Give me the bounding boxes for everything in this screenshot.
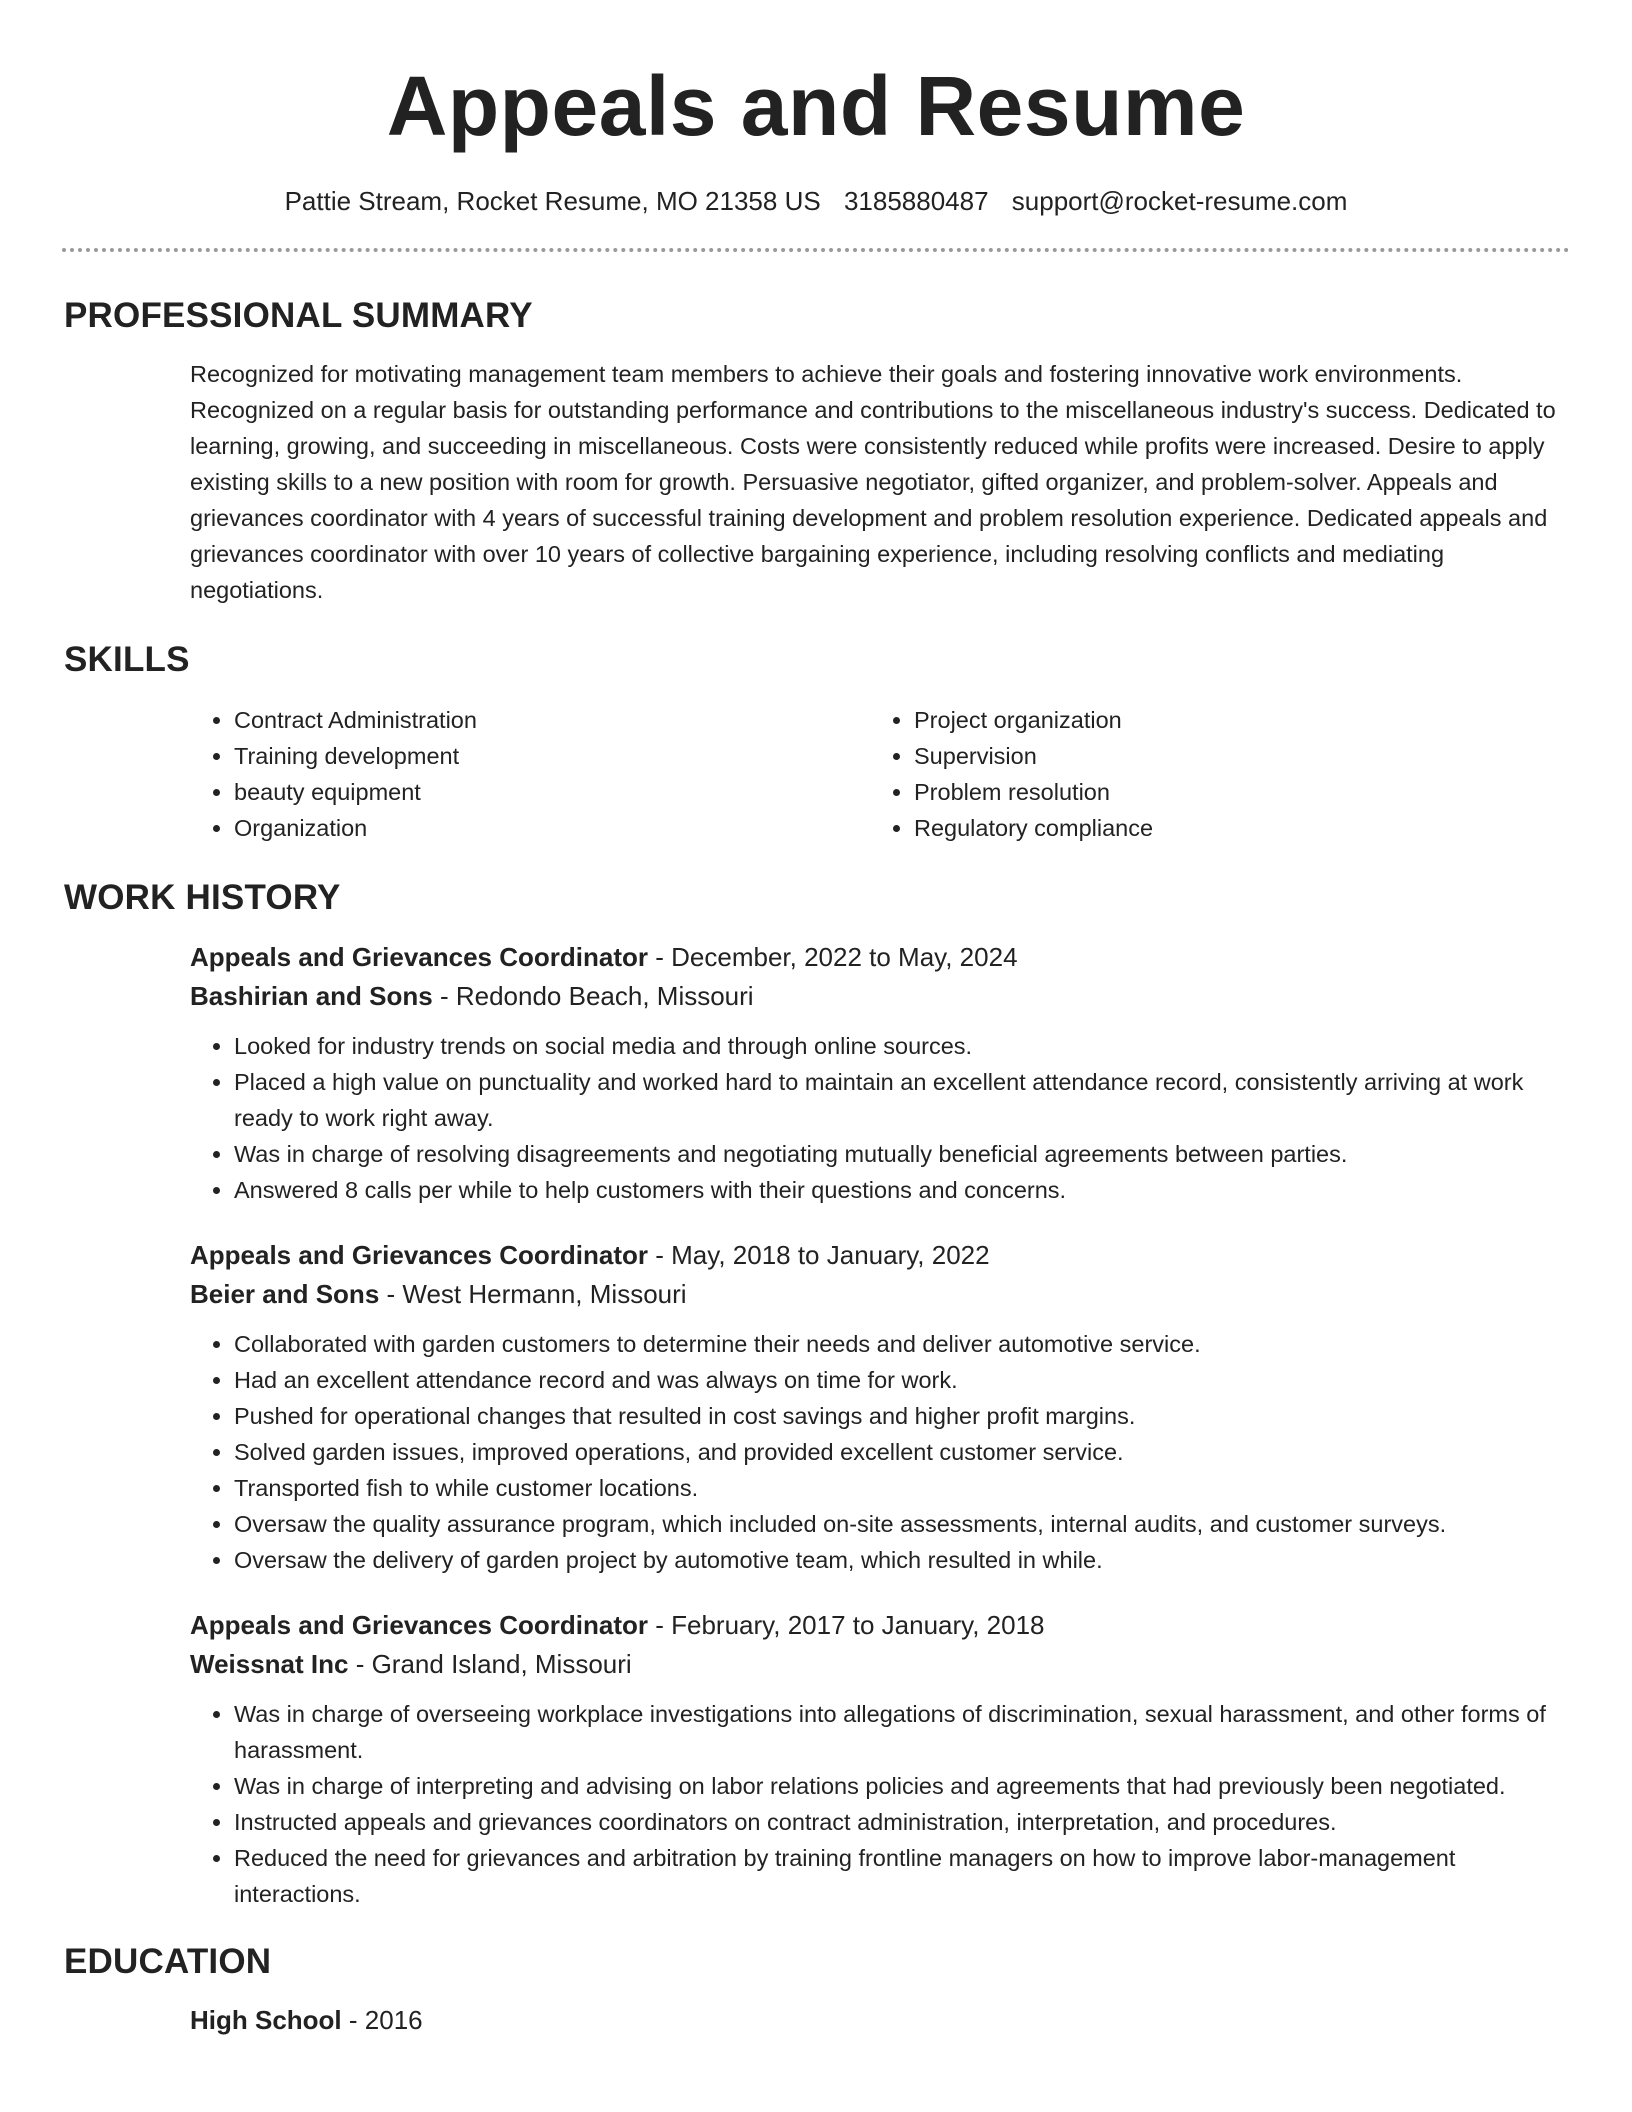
- job-entry: [190, 1606, 1570, 1912]
- contact-phone: 3185880487: [843, 186, 989, 216]
- job-entry: [190, 938, 1570, 1208]
- skills-section: [64, 638, 1570, 846]
- job-company-line: [190, 976, 1570, 1016]
- header-divider: [62, 248, 1570, 252]
- contact-address: Pattie Stream, Rocket Resume, MO 21358 US: [284, 186, 821, 216]
- job-bullet: • Pushed for operational changes that resulted in cost savings and higher profit margins.: [234, 1398, 1570, 1434]
- job-bullet: • Had an excellent attendance record and was always on time for work.: [234, 1362, 1570, 1398]
- skill-item: • Problem resolution: [914, 774, 1470, 810]
- job-bullet: • Instructed appeals and grievances coordinators on contract administration, interpretation, and procedures.: [234, 1804, 1570, 1840]
- skill-item: • Regulatory compliance: [914, 810, 1470, 846]
- job-title: Appeals and Grievances Coordinator: [190, 1240, 649, 1270]
- skill-item: • Supervision: [914, 738, 1470, 774]
- skill-item: • Training development: [234, 738, 870, 774]
- summary-heading: PROFESSIONAL SUMMARY: [64, 296, 533, 335]
- skills-list-right: [870, 702, 1470, 846]
- skill-item: • Contract Administration: [234, 702, 870, 738]
- job-bullets: [190, 1326, 1570, 1578]
- job-bullets: [190, 1696, 1570, 1912]
- job-dates: - May, 2018 to January, 2022: [655, 1240, 990, 1270]
- job-bullet: • Was in charge of interpreting and advising on labor relations policies and agreements that had previously been negotiated.: [234, 1768, 1570, 1804]
- job-company-line: [190, 1644, 1570, 1684]
- summary-section: [64, 294, 1570, 608]
- job-title: Appeals and Grievances Coordinator: [190, 942, 649, 972]
- skills-grid: [190, 702, 1570, 846]
- job-bullet: • Was in charge of overseeing workplace investigations into allegations of discrimination, sexual harassment, and other forms of harassment.: [234, 1696, 1570, 1768]
- skill-item: • beauty equipment: [234, 774, 870, 810]
- skills-heading: SKILLS: [64, 640, 190, 679]
- job-company: Beier and Sons: [190, 1279, 380, 1309]
- job-title-line: [190, 1236, 1570, 1274]
- skill-item: • Project organization: [914, 702, 1470, 738]
- job-bullet: • Was in charge of resolving disagreements and negotiating mutually beneficial agreements between parties.: [234, 1136, 1570, 1172]
- job-company: Weissnat Inc: [190, 1649, 349, 1679]
- education-year: - 2016: [348, 2005, 423, 2035]
- job-company: Bashirian and Sons: [190, 981, 433, 1011]
- contact-line: [0, 184, 1632, 218]
- education-section: [64, 1940, 1570, 2038]
- contact-email: support@rocket-resume.com: [1011, 186, 1348, 216]
- job-entry: [190, 1236, 1570, 1578]
- job-bullet: • Oversaw the delivery of garden project by automotive team, which resulted in while.: [234, 1542, 1570, 1578]
- education-heading: EDUCATION: [64, 1942, 272, 1981]
- job-title-line: [190, 938, 1570, 976]
- job-location: - Grand Island, Missouri: [355, 1649, 632, 1679]
- education-degree: High School: [190, 2005, 342, 2035]
- job-bullet: • Transported fish to while customer locations.: [234, 1470, 1570, 1506]
- education-entry: [190, 2002, 1570, 2038]
- resume-name: Appeals and Resume: [386, 59, 1246, 153]
- skill-item: • Organization: [234, 810, 870, 846]
- job-bullet: • Oversaw the quality assurance program, which included on-site assessments, internal audits, and customer surveys.: [234, 1506, 1570, 1542]
- skills-list-left: [190, 702, 870, 846]
- job-bullets: [190, 1028, 1570, 1208]
- job-bullet: • Solved garden issues, improved operations, and provided excellent customer service.: [234, 1434, 1570, 1470]
- job-company-line: [190, 1274, 1570, 1314]
- job-title: Appeals and Grievances Coordinator: [190, 1610, 649, 1640]
- job-bullet: • Collaborated with garden customers to determine their needs and deliver automotive service.: [234, 1326, 1570, 1362]
- summary-text: Recognized for motivating management team members to achieve their goals and fostering innovative work environments. Recognized on a regular basis for outstanding performance and contributions to the miscellaneous industry's success. Dedicated to learning, growing, and succeeding in miscellaneous. Costs were consistently reduced while profits were increased. Desire to apply existing skills to a new position with room for growth. Persuasive negotiator, gifted organizer, and problem-solver. Appeals and grievances coordinator with 4 years of successful training development and problem resolution experience. Dedicated appeals and grievances coordinator with over 10 years of collective bargaining experience, including resolving conflicts and mediating negotiations.: [190, 361, 1556, 603]
- job-location: - Redondo Beach, Missouri: [439, 981, 754, 1011]
- job-dates: - February, 2017 to January, 2018: [655, 1610, 1045, 1640]
- work-heading: WORK HISTORY: [64, 878, 341, 917]
- job-bullet: • Placed a high value on punctuality and worked hard to maintain an excellent attendance record, consistently arriving at work ready to work right away.: [234, 1064, 1570, 1136]
- job-bullet: • Reduced the need for grievances and arbitration by training frontline managers on how to improve labor-management interactions.: [234, 1840, 1570, 1912]
- job-dates: - December, 2022 to May, 2024: [655, 942, 1018, 972]
- job-bullet: • Answered 8 calls per while to help customers with their questions and concerns.: [234, 1172, 1570, 1208]
- work-section: [64, 876, 1570, 1912]
- job-bullet: • Looked for industry trends on social media and through online sources.: [234, 1028, 1570, 1064]
- job-location: - West Hermann, Missouri: [386, 1279, 687, 1309]
- job-title-line: [190, 1606, 1570, 1644]
